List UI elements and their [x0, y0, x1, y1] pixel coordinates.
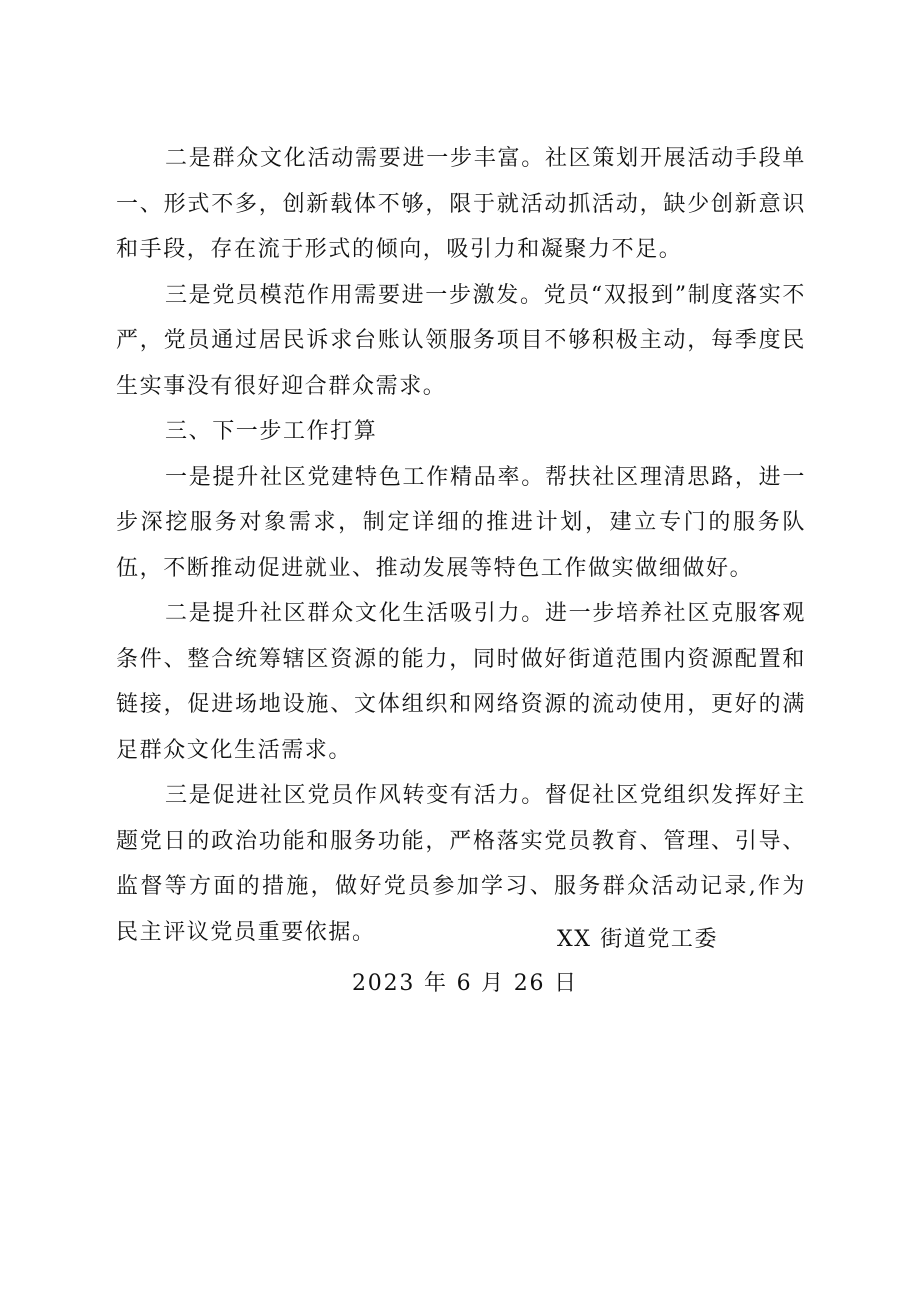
paragraph-culture-activities: 二是群众文化活动需要进一步丰富。社区策划开展活动手段单一、形式不多，创新载体不够，限于就活动抓活动，缺少创新意识和手段，存在流于形式的倾向，吸引力和凝聚力不足。: [116, 146, 806, 262]
paragraph-member-conduct: 三是促进社区党员作风转变有活力。督促社区党组织发挥好主题党日的政治功能和服务功能，严格落实党员教育、管理、引导、监督等方面的措施，做好党员参加学习、服务群众活动记录,作为民主评议党员重要依据。: [116, 783, 806, 945]
paragraph-party-building: 一是提升社区党建特色工作精品率。帮扶社区理清思路，进一步深挖服务对象需求，制定详细的推进计划，建立专门的服务队伍，不断推动促进就业、推动发展等特色工作做实做细做好。: [116, 464, 806, 581]
paragraph-party-member-role: 三是党员模范作用需要进一步激发。党员“双报到”制度落实不严，党员通过居民诉求台账认领服务项目不够积极主动，每季度民生实事没有很好迎合群众需求。: [116, 282, 806, 399]
document-date: 2023 年 6 月 26 日: [352, 971, 578, 996]
document-body: [116, 136, 806, 955]
paragraph-culture-life: 二是提升社区群众文化生活吸引力。进一步培养社区克服客观条件、整合统筹辖区资源的能力，同时做好街道范围内资源配置和链接，促进场地设施、文体组织和网络资源的流动使用，更好的满足群众文化生活需求。: [116, 601, 806, 763]
section-heading-next-steps: 三、下一步工作打算: [165, 419, 378, 444]
signature-organization: XX 街道党工委: [557, 927, 719, 952]
